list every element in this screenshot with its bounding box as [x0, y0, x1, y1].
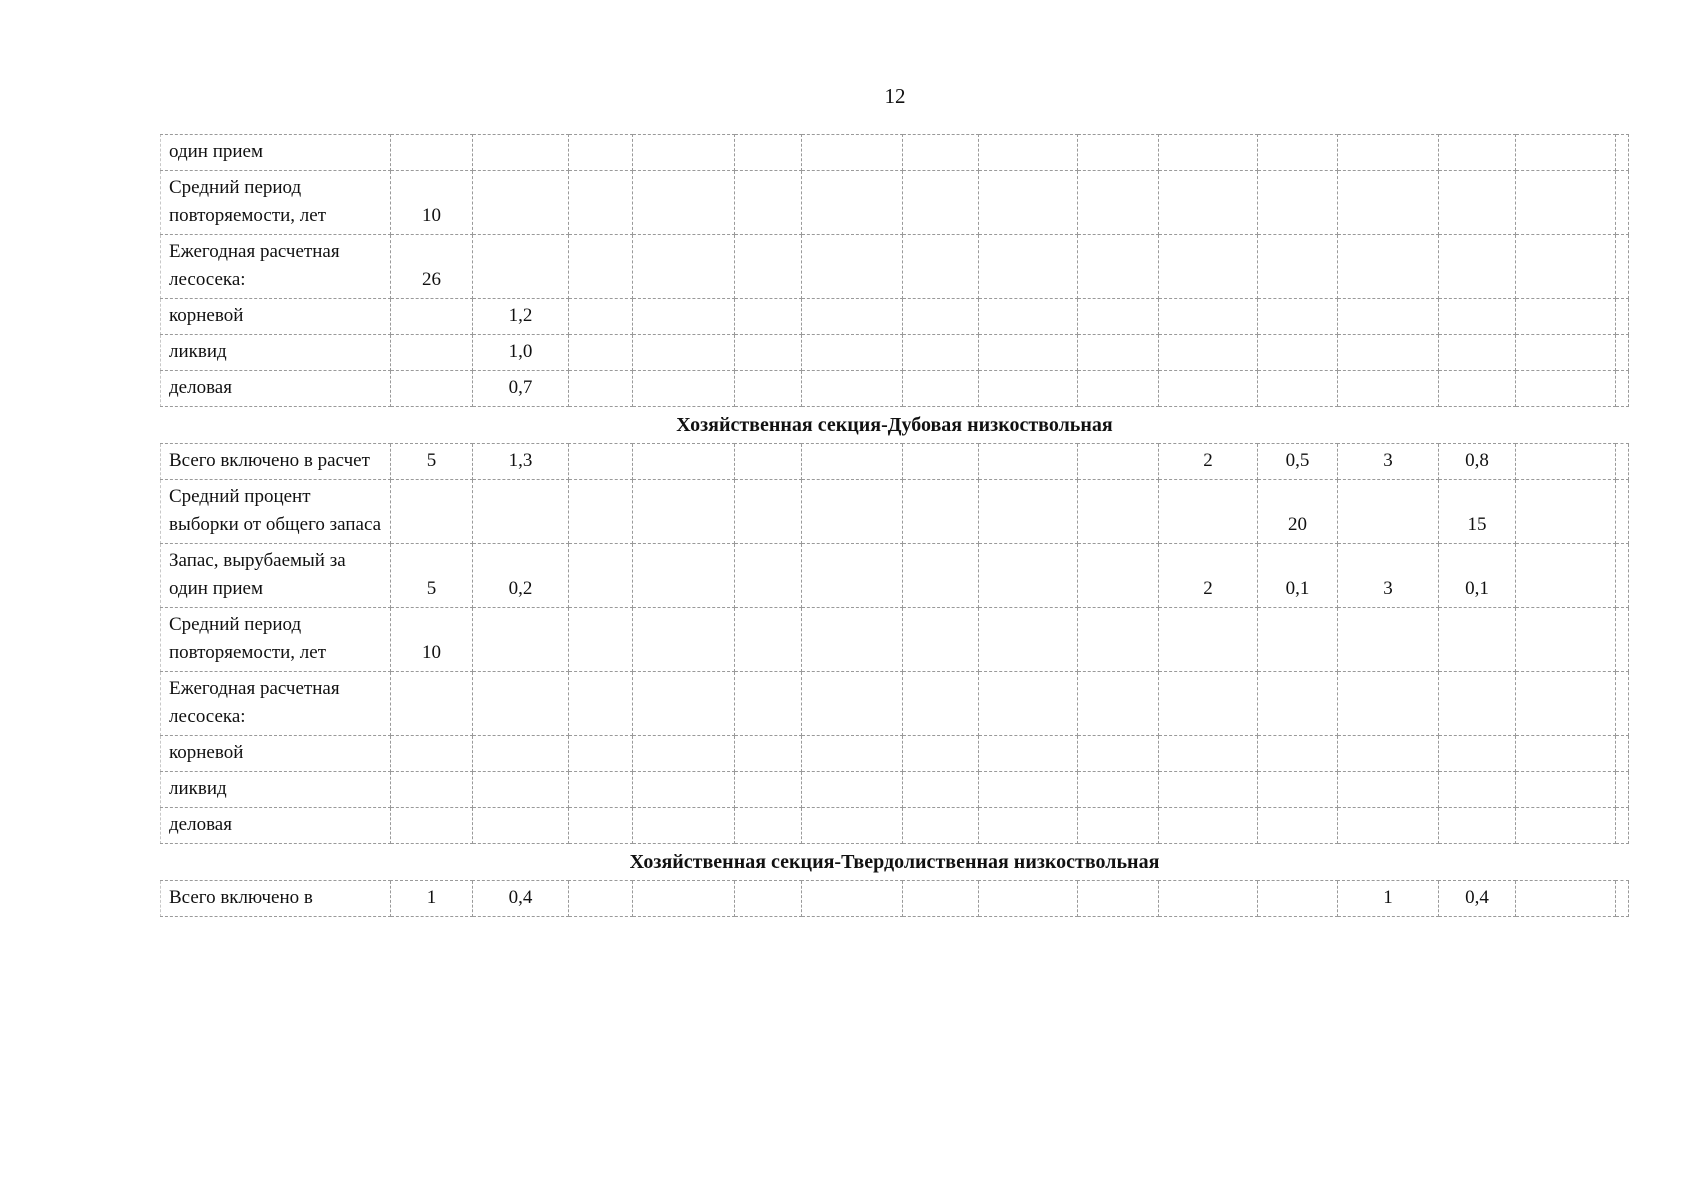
- table-cell: [1258, 772, 1338, 808]
- table-cell: [735, 672, 802, 736]
- table-cell: [1159, 299, 1258, 335]
- table-cell: [633, 608, 735, 672]
- table-cell: [1439, 299, 1516, 335]
- table-cell: [1258, 808, 1338, 844]
- table-cell: [633, 299, 735, 335]
- table-cell: [569, 608, 633, 672]
- table-cell: [802, 335, 903, 371]
- table-cell: [1616, 881, 1629, 917]
- table-cell: [1159, 672, 1258, 736]
- row-label: Ежегодная расчетная лесосека:: [161, 672, 391, 736]
- table-cell: 0,1: [1439, 544, 1516, 608]
- table-cell: [1338, 772, 1439, 808]
- table-cell: 3: [1338, 544, 1439, 608]
- table-cell: [1616, 480, 1629, 544]
- row-label: Средний процент выборки от общего запаса: [161, 480, 391, 544]
- table-row: [161, 608, 1629, 672]
- table-cell: 20: [1258, 480, 1338, 544]
- table-cell: [979, 235, 1078, 299]
- table-cell: [1159, 772, 1258, 808]
- table-cell: [979, 480, 1078, 544]
- table-cell: [391, 135, 473, 171]
- table-cell: [979, 608, 1078, 672]
- table-cell: [1439, 736, 1516, 772]
- table-cell: [1439, 672, 1516, 736]
- table-cell: [569, 544, 633, 608]
- table-cell: [1338, 672, 1439, 736]
- table-cell: [1258, 371, 1338, 407]
- table-cell: [1616, 171, 1629, 235]
- table-cell: 5: [391, 544, 473, 608]
- table-cell: [1338, 135, 1439, 171]
- table-cell: [1616, 672, 1629, 736]
- table-cell: [1616, 444, 1629, 480]
- table-cell: [979, 135, 1078, 171]
- table-cell: [1078, 171, 1159, 235]
- table-cell: [391, 480, 473, 544]
- table-row: [161, 736, 1629, 772]
- table-cell: 15: [1439, 480, 1516, 544]
- table-cell: [802, 544, 903, 608]
- table-row: [161, 772, 1629, 808]
- table-cell: [1078, 235, 1159, 299]
- table-cell: [1338, 299, 1439, 335]
- table-cell: 0,2: [473, 544, 569, 608]
- table-row: [161, 544, 1629, 608]
- row-label: Ежегодная расчетная лесосека:: [161, 235, 391, 299]
- table-cell: [979, 808, 1078, 844]
- table-cell: [1439, 808, 1516, 844]
- table-cell: [473, 772, 569, 808]
- table-cell: [802, 608, 903, 672]
- table-cell: [633, 480, 735, 544]
- table-cell: [1078, 608, 1159, 672]
- table-cell: [391, 299, 473, 335]
- table-cell: [735, 171, 802, 235]
- table-cell: [802, 672, 903, 736]
- table-cell: [1616, 299, 1629, 335]
- table-cell: [633, 772, 735, 808]
- table-cell: [903, 371, 979, 407]
- table-cell: [1439, 371, 1516, 407]
- table-cell: [473, 808, 569, 844]
- table-cell: [1616, 736, 1629, 772]
- section-header-row: [161, 407, 1629, 444]
- table-row: [161, 881, 1629, 917]
- table-cell: [1078, 444, 1159, 480]
- table-cell: [735, 881, 802, 917]
- table-cell: [802, 171, 903, 235]
- table-cell: 3: [1338, 444, 1439, 480]
- table-cell: 5: [391, 444, 473, 480]
- table-cell: [802, 736, 903, 772]
- table-cell: [979, 736, 1078, 772]
- table-cell: [979, 544, 1078, 608]
- table-cell: [1616, 335, 1629, 371]
- table-cell: [569, 299, 633, 335]
- table-cell: [1338, 235, 1439, 299]
- table-cell: [903, 808, 979, 844]
- table-cell: [1159, 371, 1258, 407]
- table-cell: [1439, 772, 1516, 808]
- table-cell: [735, 299, 802, 335]
- table-cell: [802, 808, 903, 844]
- table-cell: [735, 772, 802, 808]
- table-cell: [1159, 480, 1258, 544]
- table-cell: [1159, 335, 1258, 371]
- table-cell: [735, 608, 802, 672]
- table-cell: [1516, 480, 1616, 544]
- table-row: [161, 335, 1629, 371]
- table-cell: [569, 672, 633, 736]
- table-cell: [1338, 808, 1439, 844]
- table-cell: [979, 672, 1078, 736]
- table-cell: 0,1: [1258, 544, 1338, 608]
- table-cell: [569, 171, 633, 235]
- table-cell: [802, 135, 903, 171]
- table-cell: [633, 736, 735, 772]
- table-cell: [903, 171, 979, 235]
- table-cell: [1516, 672, 1616, 736]
- table-cell: [903, 544, 979, 608]
- table-cell: [979, 881, 1078, 917]
- table-cell: [1078, 480, 1159, 544]
- table-cell: [1258, 672, 1338, 736]
- section-title: Хозяйственная секция-Твердолиственная низкоствольная: [161, 844, 1629, 881]
- table-cell: [391, 808, 473, 844]
- table-cell: [633, 335, 735, 371]
- table-cell: [473, 135, 569, 171]
- table-cell: [1516, 299, 1616, 335]
- table-cell: [802, 299, 903, 335]
- table-cell: [1159, 808, 1258, 844]
- table-cell: [569, 235, 633, 299]
- table-cell: [633, 171, 735, 235]
- table-cell: [1616, 135, 1629, 171]
- table-cell: [1516, 335, 1616, 371]
- table-cell: [1516, 772, 1616, 808]
- table-cell: [1258, 335, 1338, 371]
- table-cell: [633, 444, 735, 480]
- row-label: корневой: [161, 736, 391, 772]
- table-cell: 1: [1338, 881, 1439, 917]
- table-cell: [979, 444, 1078, 480]
- table-cell: [569, 335, 633, 371]
- table-cell: [735, 444, 802, 480]
- table-cell: 10: [391, 171, 473, 235]
- table-cell: [1078, 371, 1159, 407]
- table-cell: [1338, 371, 1439, 407]
- row-label: Средний период повторяемости, лет: [161, 608, 391, 672]
- table-cell: [1439, 335, 1516, 371]
- table-cell: [473, 608, 569, 672]
- section-title: Хозяйственная секция-Дубовая низкоствольная: [161, 407, 1629, 444]
- table-cell: [1078, 135, 1159, 171]
- table-cell: [569, 736, 633, 772]
- table-cell: [903, 881, 979, 917]
- table-cell: [979, 335, 1078, 371]
- table-cell: [1159, 235, 1258, 299]
- table-cell: [633, 808, 735, 844]
- table-cell: [391, 672, 473, 736]
- table-cell: 0,4: [473, 881, 569, 917]
- table-cell: [473, 736, 569, 772]
- table-cell: [473, 235, 569, 299]
- table-cell: [1078, 881, 1159, 917]
- table-cell: 2: [1159, 444, 1258, 480]
- data-table: [160, 134, 1629, 917]
- table-cell: [735, 808, 802, 844]
- row-label: деловая: [161, 371, 391, 407]
- table-cell: [735, 235, 802, 299]
- table-cell: [903, 608, 979, 672]
- table-cell: [802, 444, 903, 480]
- table-cell: [1516, 608, 1616, 672]
- table-cell: [1338, 480, 1439, 544]
- table-cell: [1516, 371, 1616, 407]
- section-header-row: [161, 844, 1629, 881]
- table-cell: [473, 672, 569, 736]
- table-row: [161, 171, 1629, 235]
- table-cell: [979, 299, 1078, 335]
- table-cell: [903, 444, 979, 480]
- table-cell: 2: [1159, 544, 1258, 608]
- table-cell: [1616, 544, 1629, 608]
- row-label: ликвид: [161, 772, 391, 808]
- table-cell: [391, 736, 473, 772]
- table-cell: [1078, 672, 1159, 736]
- table-cell: 1,2: [473, 299, 569, 335]
- table-cell: [633, 371, 735, 407]
- table-cell: 1: [391, 881, 473, 917]
- table-cell: [473, 480, 569, 544]
- table-cell: [1439, 608, 1516, 672]
- table-cell: [391, 335, 473, 371]
- table-cell: [569, 480, 633, 544]
- table-cell: [1516, 135, 1616, 171]
- table-cell: 1,3: [473, 444, 569, 480]
- table-cell: [1516, 235, 1616, 299]
- table-cell: [735, 135, 802, 171]
- table-row: [161, 480, 1629, 544]
- table-cell: [735, 480, 802, 544]
- table-cell: [1159, 736, 1258, 772]
- table-cell: [1258, 299, 1338, 335]
- table-cell: [1338, 736, 1439, 772]
- row-label: деловая: [161, 808, 391, 844]
- table-cell: [1516, 544, 1616, 608]
- table-row: [161, 444, 1629, 480]
- table-cell: [903, 736, 979, 772]
- table-cell: [1616, 608, 1629, 672]
- table-cell: [1616, 235, 1629, 299]
- table-cell: [569, 371, 633, 407]
- table-cell: [473, 171, 569, 235]
- table-cell: 0,5: [1258, 444, 1338, 480]
- table-row: [161, 235, 1629, 299]
- table-cell: [1616, 772, 1629, 808]
- table-cell: [1078, 736, 1159, 772]
- table-cell: [1439, 135, 1516, 171]
- table-cell: [1516, 171, 1616, 235]
- table-cell: [569, 444, 633, 480]
- table-cell: [735, 736, 802, 772]
- table-cell: [1258, 171, 1338, 235]
- table-cell: 1,0: [473, 335, 569, 371]
- table-cell: [802, 235, 903, 299]
- table-cell: [633, 881, 735, 917]
- table-cell: [1516, 881, 1616, 917]
- table-cell: [1616, 808, 1629, 844]
- row-label: Средний период повторяемости, лет: [161, 171, 391, 235]
- table-cell: [1159, 881, 1258, 917]
- table-cell: [569, 808, 633, 844]
- table-row: [161, 672, 1629, 736]
- row-label: Всего включено в: [161, 881, 391, 917]
- table-cell: [802, 772, 903, 808]
- table-cell: [903, 480, 979, 544]
- table-cell: [979, 772, 1078, 808]
- table-cell: [633, 235, 735, 299]
- table-cell: [903, 672, 979, 736]
- table-cell: [903, 299, 979, 335]
- table-cell: [903, 335, 979, 371]
- table-cell: [1439, 235, 1516, 299]
- table-cell: [1078, 299, 1159, 335]
- table-cell: [802, 881, 903, 917]
- table-cell: [735, 544, 802, 608]
- table-row: [161, 299, 1629, 335]
- row-label: Всего включено в расчет: [161, 444, 391, 480]
- table-cell: [802, 480, 903, 544]
- table-cell: [1078, 335, 1159, 371]
- table-row: [161, 371, 1629, 407]
- table-cell: [1338, 171, 1439, 235]
- table-cell: [1258, 135, 1338, 171]
- table-cell: [979, 371, 1078, 407]
- row-label: Запас, вырубаемый за один прием: [161, 544, 391, 608]
- table-cell: [1516, 808, 1616, 844]
- table-cell: [391, 371, 473, 407]
- table-cell: [1078, 544, 1159, 608]
- row-label: ликвид: [161, 335, 391, 371]
- table-cell: [735, 335, 802, 371]
- table-cell: [802, 371, 903, 407]
- table-cell: [1258, 881, 1338, 917]
- table-cell: 0,7: [473, 371, 569, 407]
- table-row: [161, 808, 1629, 844]
- table-cell: 26: [391, 235, 473, 299]
- table-cell: [735, 371, 802, 407]
- table-row: [161, 135, 1629, 171]
- table-cell: [1159, 608, 1258, 672]
- table-cell: 0,8: [1439, 444, 1516, 480]
- table-cell: [1338, 608, 1439, 672]
- row-label: один прием: [161, 135, 391, 171]
- table-cell: [391, 772, 473, 808]
- table-cell: [1439, 171, 1516, 235]
- table-cell: [569, 772, 633, 808]
- table-cell: [1159, 171, 1258, 235]
- table-cell: [1616, 371, 1629, 407]
- table-cell: [1258, 608, 1338, 672]
- table-cell: [903, 772, 979, 808]
- table-cell: [979, 171, 1078, 235]
- table-cell: [1078, 808, 1159, 844]
- table-cell: [569, 135, 633, 171]
- table-cell: [1258, 736, 1338, 772]
- page-number: 12: [884, 84, 906, 108]
- table-cell: [1258, 235, 1338, 299]
- table-cell: [1516, 736, 1616, 772]
- table-cell: [903, 235, 979, 299]
- table-cell: [633, 544, 735, 608]
- table-cell: [1516, 444, 1616, 480]
- table-cell: [1159, 135, 1258, 171]
- row-label: корневой: [161, 299, 391, 335]
- table-cell: [569, 881, 633, 917]
- table-cell: 10: [391, 608, 473, 672]
- table-cell: [1338, 335, 1439, 371]
- table-cell: [633, 135, 735, 171]
- table-cell: [633, 672, 735, 736]
- table-cell: [1078, 772, 1159, 808]
- table-cell: 0,4: [1439, 881, 1516, 917]
- table-cell: [903, 135, 979, 171]
